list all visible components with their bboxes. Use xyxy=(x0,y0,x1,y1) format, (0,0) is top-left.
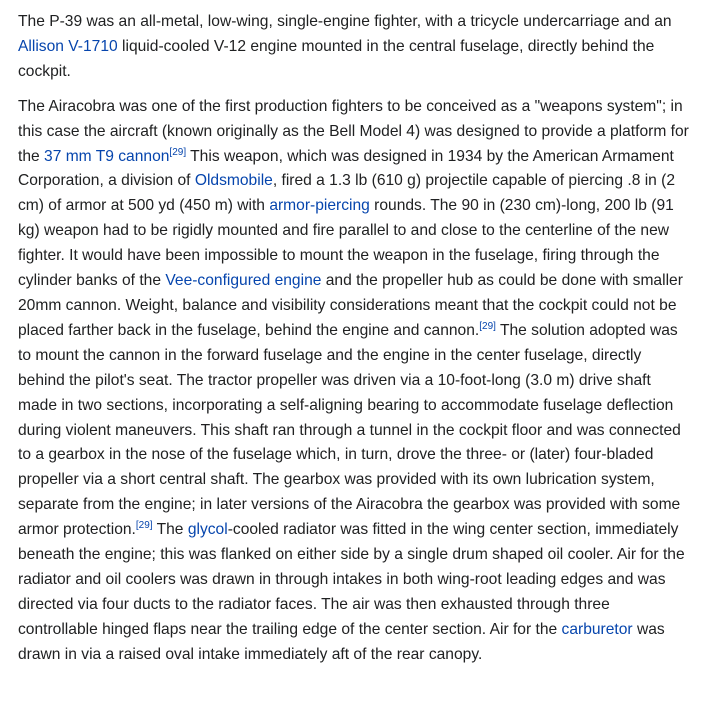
link-glycol[interactable]: glycol xyxy=(187,521,228,539)
paragraph-text: The P-39 was an all-metal, low-wing, single-engine fighter, with a tricycle undercarriage and an xyxy=(18,13,672,30)
reference-29[interactable]: [29] xyxy=(479,320,496,332)
paragraph-text: rounds. The 90 in (230 cm)-long, 200 lb (91 kg) weapon had to be rigidly mounted and fire parallel to and close to the centerline of the new fighter. It would have been impossible to mount the weapon in the fuselage, firing through the cylinder banks of the xyxy=(18,197,674,290)
paragraph-design-overview xyxy=(18,10,690,85)
paragraph-text: The xyxy=(152,521,188,539)
paragraph-text: The Airacobra was one of the first production fighters to be conceived as a "weapons system"; in this case the aircraft (known originally as the Bell Model 4) was designed to provide a platform for the xyxy=(18,97,689,165)
reference-29[interactable]: [29] xyxy=(135,519,153,531)
paragraph-weapons-system xyxy=(18,95,690,668)
reference-29[interactable]: [29] xyxy=(169,146,187,158)
paragraph-text: and the propeller hub as could be done with smaller 20mm cannon. Weight, balance and visibility considerations meant that the cockpit could not be placed farther back in the fuselage, behind the engine and cannon. xyxy=(18,272,683,339)
paragraph-text: , fired a 1.3 lb (610 g) projectile capable of piercing .8 in (2 cm) of armor at 500 yd (450 m) with xyxy=(18,172,676,215)
link-armor-piercing[interactable]: armor-piercing xyxy=(269,197,370,215)
paragraph-text: This weapon, which was designed in 1934 by the American Armament Corporation, a division of xyxy=(18,147,674,190)
paragraph-text: The solution adopted was to mount the cannon in the forward fuselage and the engine in the center fuselage, directly behind the pilot's seat. The tractor propeller was driven via a 10-foot-long (3.0 m) drive shaft made in two sections, incorporating a self-aligning bearing to accommodate fuselage deflection during violent maneuvers. This shaft ran through a tunnel in the cockpit floor and was connected to a gearbox in the nose of the fuselage which, in turn, drove the three- or (later) four-bladed propeller via a short central shaft. The gearbox was provided with its own lubrication system, separate from the engine; in later versions of the Airacobra the gearbox was provided with some armor protection. xyxy=(18,321,681,539)
paragraph-text: was drawn in via a raised oval intake immediately aft of the rear canopy. xyxy=(18,620,665,663)
paragraph-text: liquid-cooled V-12 engine mounted in the central fuselage, directly behind the cockpit. xyxy=(18,37,655,80)
link-37mm-t9-cannon[interactable]: 37 mm T9 cannon xyxy=(44,147,170,165)
link-carburetor[interactable]: carburetor xyxy=(561,620,633,638)
link-vee-configured-engine[interactable]: Vee-configured engine xyxy=(165,272,322,290)
link-allison-v1710[interactable]: Allison V-1710 xyxy=(18,37,118,55)
link-oldsmobile[interactable]: Oldsmobile xyxy=(194,172,273,190)
paragraph-text: -cooled radiator was fitted in the wing center section, immediately beneath the engine; this was flanked on either side by a single drum shaped oil cooler. Air for the radiator and oil coolers was drawn in through intakes in both wing-root leading edges and was directed via four ducts to the radiator faces. The air was then exhausted through three controllable hinged flaps near the trailing edge of the center section. Air for the xyxy=(18,521,685,638)
